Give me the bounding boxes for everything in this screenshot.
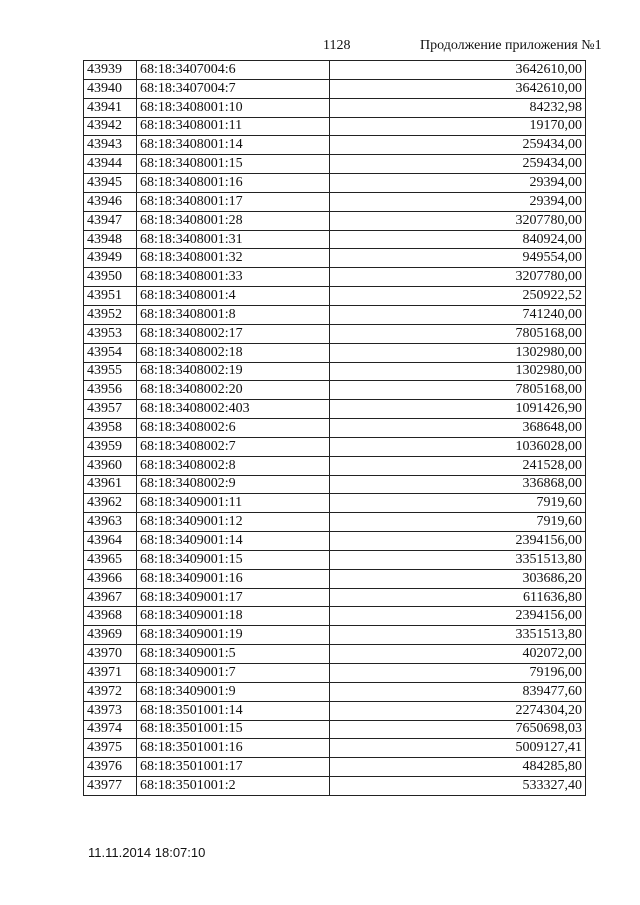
row-number-cell: 43976 xyxy=(84,758,137,777)
row-number-cell: 43944 xyxy=(84,155,137,174)
table-row xyxy=(84,777,586,796)
cadastral-value-cell: 259434,00 xyxy=(330,136,586,155)
row-number-cell: 43975 xyxy=(84,739,137,758)
table-row xyxy=(84,61,586,80)
table-row xyxy=(84,230,586,249)
row-number-cell: 43965 xyxy=(84,550,137,569)
cadastral-value-cell: 29394,00 xyxy=(330,192,586,211)
table-row xyxy=(84,79,586,98)
row-number-cell: 43967 xyxy=(84,588,137,607)
print-timestamp: 11.11.2014 18:07:10 xyxy=(88,845,206,860)
cadastral-value-cell: 3351513,80 xyxy=(330,550,586,569)
table-row xyxy=(84,268,586,287)
cadastral-number-cell: 68:18:3409001:12 xyxy=(137,513,330,532)
table-row xyxy=(84,381,586,400)
table-row xyxy=(84,400,586,419)
table-row xyxy=(84,136,586,155)
cadastral-value-cell: 1091426,90 xyxy=(330,400,586,419)
cadastral-number-cell: 68:18:3408002:18 xyxy=(137,343,330,362)
cadastral-number-cell: 68:18:3408002:403 xyxy=(137,400,330,419)
table-row xyxy=(84,645,586,664)
cadastral-value-cell: 7919,60 xyxy=(330,513,586,532)
cadastral-value-cell: 250922,52 xyxy=(330,287,586,306)
cadastral-value-cell: 2394156,00 xyxy=(330,532,586,551)
row-number-cell: 43941 xyxy=(84,98,137,117)
cadastral-number-cell: 68:18:3409001:19 xyxy=(137,626,330,645)
cadastral-number-cell: 68:18:3407004:7 xyxy=(137,79,330,98)
cadastral-number-cell: 68:18:3501001:14 xyxy=(137,701,330,720)
table-row xyxy=(84,758,586,777)
row-number-cell: 43956 xyxy=(84,381,137,400)
cadastral-number-cell: 68:18:3408002:8 xyxy=(137,456,330,475)
table-row xyxy=(84,550,586,569)
cadastral-number-cell: 68:18:3409001:9 xyxy=(137,682,330,701)
table-row xyxy=(84,720,586,739)
table-row xyxy=(84,437,586,456)
cadastral-number-cell: 68:18:3409001:16 xyxy=(137,569,330,588)
table-row xyxy=(84,343,586,362)
cadastral-value-cell: 3351513,80 xyxy=(330,626,586,645)
cadastral-number-cell: 68:18:3408001:4 xyxy=(137,287,330,306)
row-number-cell: 43973 xyxy=(84,701,137,720)
cadastral-value-cell: 949554,00 xyxy=(330,249,586,268)
row-number-cell: 43952 xyxy=(84,305,137,324)
cadastral-number-cell: 68:18:3408001:17 xyxy=(137,192,330,211)
appendix-continuation-note: Продолжение приложения №1 xyxy=(420,38,602,53)
row-number-cell: 43959 xyxy=(84,437,137,456)
cadastral-number-cell: 68:18:3408002:20 xyxy=(137,381,330,400)
cadastral-value-cell: 484285,80 xyxy=(330,758,586,777)
row-number-cell: 43960 xyxy=(84,456,137,475)
row-number-cell: 43946 xyxy=(84,192,137,211)
cadastral-number-cell: 68:18:3409001:14 xyxy=(137,532,330,551)
row-number-cell: 43974 xyxy=(84,720,137,739)
row-number-cell: 43969 xyxy=(84,626,137,645)
table-row xyxy=(84,419,586,438)
cadastral-value-table xyxy=(83,60,586,796)
table-row xyxy=(84,174,586,193)
cadastral-value-cell: 839477,60 xyxy=(330,682,586,701)
cadastral-value-cell: 1036028,00 xyxy=(330,437,586,456)
table-row xyxy=(84,456,586,475)
cadastral-number-cell: 68:18:3407004:6 xyxy=(137,61,330,80)
row-number-cell: 43957 xyxy=(84,400,137,419)
row-number-cell: 43970 xyxy=(84,645,137,664)
table-row xyxy=(84,607,586,626)
table-row xyxy=(84,324,586,343)
cadastral-number-cell: 68:18:3501001:16 xyxy=(137,739,330,758)
table-row xyxy=(84,287,586,306)
cadastral-number-cell: 68:18:3408001:14 xyxy=(137,136,330,155)
cadastral-number-cell: 68:18:3408001:33 xyxy=(137,268,330,287)
cadastral-number-cell: 68:18:3408002:6 xyxy=(137,419,330,438)
cadastral-value-cell: 7805168,00 xyxy=(330,381,586,400)
cadastral-number-cell: 68:18:3408001:32 xyxy=(137,249,330,268)
table-row xyxy=(84,249,586,268)
row-number-cell: 43966 xyxy=(84,569,137,588)
row-number-cell: 43953 xyxy=(84,324,137,343)
cadastral-number-cell: 68:18:3408001:31 xyxy=(137,230,330,249)
cadastral-number-cell: 68:18:3409001:18 xyxy=(137,607,330,626)
page-number: 1128 xyxy=(323,38,351,53)
cadastral-value-cell: 840924,00 xyxy=(330,230,586,249)
table-body xyxy=(84,61,586,796)
table-row xyxy=(84,211,586,230)
row-number-cell: 43947 xyxy=(84,211,137,230)
row-number-cell: 43945 xyxy=(84,174,137,193)
cadastral-value-cell: 7805168,00 xyxy=(330,324,586,343)
cadastral-number-cell: 68:18:3408001:15 xyxy=(137,155,330,174)
cadastral-number-cell: 68:18:3501001:2 xyxy=(137,777,330,796)
cadastral-number-cell: 68:18:3408001:11 xyxy=(137,117,330,136)
row-number-cell: 43954 xyxy=(84,343,137,362)
row-number-cell: 43968 xyxy=(84,607,137,626)
table-row xyxy=(84,513,586,532)
row-number-cell: 43949 xyxy=(84,249,137,268)
row-number-cell: 43940 xyxy=(84,79,137,98)
cadastral-value-cell: 19170,00 xyxy=(330,117,586,136)
cadastral-value-cell: 2394156,00 xyxy=(330,607,586,626)
cadastral-value-cell: 611636,80 xyxy=(330,588,586,607)
cadastral-value-cell: 84232,98 xyxy=(330,98,586,117)
cadastral-number-cell: 68:18:3408001:10 xyxy=(137,98,330,117)
cadastral-value-cell: 29394,00 xyxy=(330,174,586,193)
cadastral-number-cell: 68:18:3408001:8 xyxy=(137,305,330,324)
table-row xyxy=(84,532,586,551)
cadastral-value-cell: 3642610,00 xyxy=(330,61,586,80)
cadastral-value-cell: 3642610,00 xyxy=(330,79,586,98)
row-number-cell: 43951 xyxy=(84,287,137,306)
table-row xyxy=(84,192,586,211)
table-row xyxy=(84,664,586,683)
cadastral-value-cell: 1302980,00 xyxy=(330,362,586,381)
cadastral-number-cell: 68:18:3409001:5 xyxy=(137,645,330,664)
table-row xyxy=(84,701,586,720)
cadastral-value-cell: 3207780,00 xyxy=(330,268,586,287)
cadastral-number-cell: 68:18:3501001:15 xyxy=(137,720,330,739)
row-number-cell: 43955 xyxy=(84,362,137,381)
row-number-cell: 43964 xyxy=(84,532,137,551)
cadastral-value-cell: 336868,00 xyxy=(330,475,586,494)
cadastral-value-cell: 741240,00 xyxy=(330,305,586,324)
cadastral-value-cell: 5009127,41 xyxy=(330,739,586,758)
row-number-cell: 43958 xyxy=(84,419,137,438)
cadastral-number-cell: 68:18:3409001:11 xyxy=(137,494,330,513)
table-row xyxy=(84,98,586,117)
cadastral-number-cell: 68:18:3408001:16 xyxy=(137,174,330,193)
row-number-cell: 43963 xyxy=(84,513,137,532)
table-row xyxy=(84,494,586,513)
cadastral-value-cell: 7650698,03 xyxy=(330,720,586,739)
table-row xyxy=(84,626,586,645)
row-number-cell: 43972 xyxy=(84,682,137,701)
table-row xyxy=(84,117,586,136)
table-row xyxy=(84,305,586,324)
table-row xyxy=(84,475,586,494)
table-row xyxy=(84,155,586,174)
table-row xyxy=(84,362,586,381)
cadastral-number-cell: 68:18:3408002:7 xyxy=(137,437,330,456)
cadastral-number-cell: 68:18:3409001:17 xyxy=(137,588,330,607)
table-row xyxy=(84,739,586,758)
cadastral-value-cell: 2274304,20 xyxy=(330,701,586,720)
table-row xyxy=(84,588,586,607)
cadastral-value-cell: 533327,40 xyxy=(330,777,586,796)
cadastral-number-cell: 68:18:3408002:9 xyxy=(137,475,330,494)
row-number-cell: 43942 xyxy=(84,117,137,136)
table-row xyxy=(84,682,586,701)
row-number-cell: 43961 xyxy=(84,475,137,494)
cadastral-number-cell: 68:18:3408002:17 xyxy=(137,324,330,343)
table-row xyxy=(84,569,586,588)
row-number-cell: 43971 xyxy=(84,664,137,683)
cadastral-value-cell: 7919,60 xyxy=(330,494,586,513)
cadastral-value-cell: 368648,00 xyxy=(330,419,586,438)
cadastral-value-cell: 1302980,00 xyxy=(330,343,586,362)
cadastral-number-cell: 68:18:3501001:17 xyxy=(137,758,330,777)
row-number-cell: 43939 xyxy=(84,61,137,80)
cadastral-value-cell: 303686,20 xyxy=(330,569,586,588)
row-number-cell: 43977 xyxy=(84,777,137,796)
cadastral-number-cell: 68:18:3408002:19 xyxy=(137,362,330,381)
row-number-cell: 43948 xyxy=(84,230,137,249)
cadastral-value-cell: 241528,00 xyxy=(330,456,586,475)
row-number-cell: 43943 xyxy=(84,136,137,155)
cadastral-number-cell: 68:18:3408001:28 xyxy=(137,211,330,230)
cadastral-number-cell: 68:18:3409001:7 xyxy=(137,664,330,683)
row-number-cell: 43950 xyxy=(84,268,137,287)
cadastral-number-cell: 68:18:3409001:15 xyxy=(137,550,330,569)
cadastral-value-cell: 259434,00 xyxy=(330,155,586,174)
cadastral-value-cell: 3207780,00 xyxy=(330,211,586,230)
row-number-cell: 43962 xyxy=(84,494,137,513)
cadastral-value-cell: 402072,00 xyxy=(330,645,586,664)
cadastral-value-cell: 79196,00 xyxy=(330,664,586,683)
